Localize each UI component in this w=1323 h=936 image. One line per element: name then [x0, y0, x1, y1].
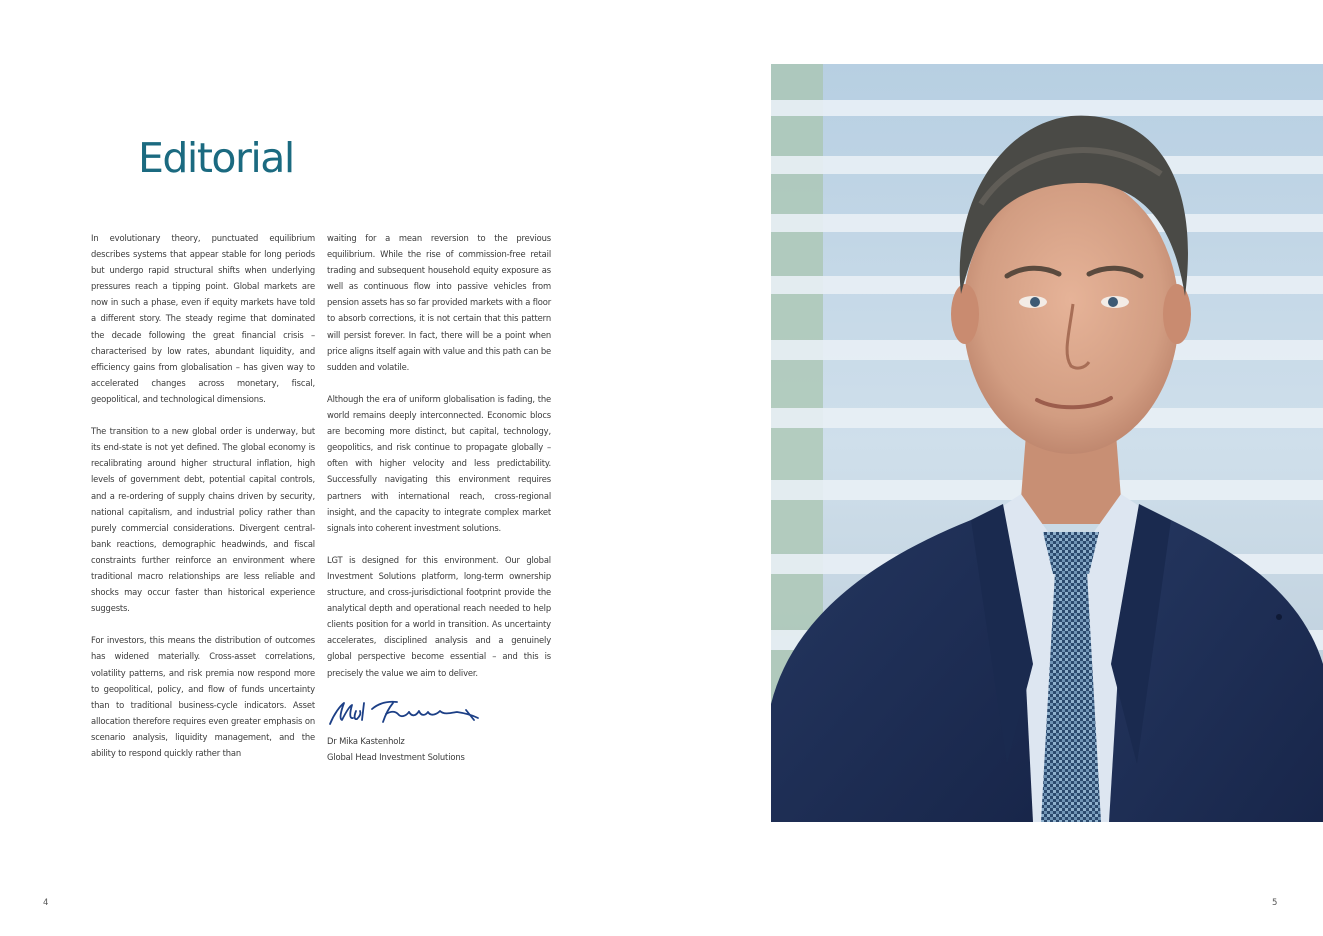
paragraph: In evolutionary theory, punctuated equilibrium describes systems that appear stable for long periods but undergo rapid structural shifts when underlying pressures reach a tipping point. Global markets are now in such a phase, even if equity markets have told a different story. The steady regime that dominated the decade following the great financial crisis – characterised by low rates, abundant liquidity, and efficiency gains from globalisation – has given way to accelerated changes across monetary, fiscal, geopolitical, and technological dimensions.: [91, 233, 315, 404]
text-column-left: [91, 230, 315, 777]
author-role: Global Head Investment Solutions: [327, 751, 465, 762]
text-column-right: [327, 230, 551, 765]
portrait-photo: [771, 64, 1323, 822]
page-number-left: 4: [43, 898, 49, 908]
author-name: Dr Mika Kastenholz: [327, 735, 405, 746]
paragraph: LGT is designed for this environment. Our global Investment Solutions platform, long-term ownership structure, and cross-jurisdictional footprint provide the analytical depth and operational reach needed to help clients position for a world in transition. As uncertainty accelerates, disciplined analysis and a genuinely global perspective become essential – and this is precisely the value we aim to deliver.: [327, 554, 551, 678]
signature-icon: [327, 697, 487, 727]
paragraph: The transition to a new global order is underway, but its end-state is not yet defined. The global economy is recalibrating around higher structural inflation, high levels of government debt, potential capital controls, and a re-ordering of supply chains driven by security, national capitalism, and industrial policy rather than purely commercial considerations. Divergent central-bank reactions, demographic headwinds, and fiscal constraints further reinforce an environment where traditional macro relationships are less reliable and shocks may occur faster than historical experience suggests.: [91, 426, 315, 614]
paragraph: For investors, this means the distribution of outcomes has widened materially. Cross-asset correlations, volatility patterns, and risk premia now respond more to geopolitical, policy, and flow of funds uncertainty than to traditional business-cycle indicators. Asset allocation therefore requires even greater emphasis on scenario analysis, liquidity management, and the ability to respond quickly rather than: [91, 635, 315, 758]
paragraph: waiting for a mean reversion to the previous equilibrium. While the rise of commission-free retail trading and subsequent household equity exposure as well as continuous flow into passive vehicles from pension assets has so far provided markets with a floor to absorb corrections, it is not certain that this pattern will persist forever. In fact, there will be a point when price aligns itself again with value and this path can be sudden and volatile.: [327, 233, 551, 372]
page-title: Editorial: [138, 134, 294, 182]
portrait-illustration: [771, 64, 1323, 822]
paragraph: Although the era of uniform globalisation is fading, the world remains deeply interconnected. Economic blocs are becoming more distinct, but capital, technology, geopolitics, and risk continue to propagate globally – often with higher velocity and less predictability. Successfully navigating this environment requires partners with international reach, cross-regional insight, and the capacity to integrate complex market signals into coherent investment solutions.: [327, 393, 551, 533]
page-number-right: 5: [1272, 898, 1278, 908]
